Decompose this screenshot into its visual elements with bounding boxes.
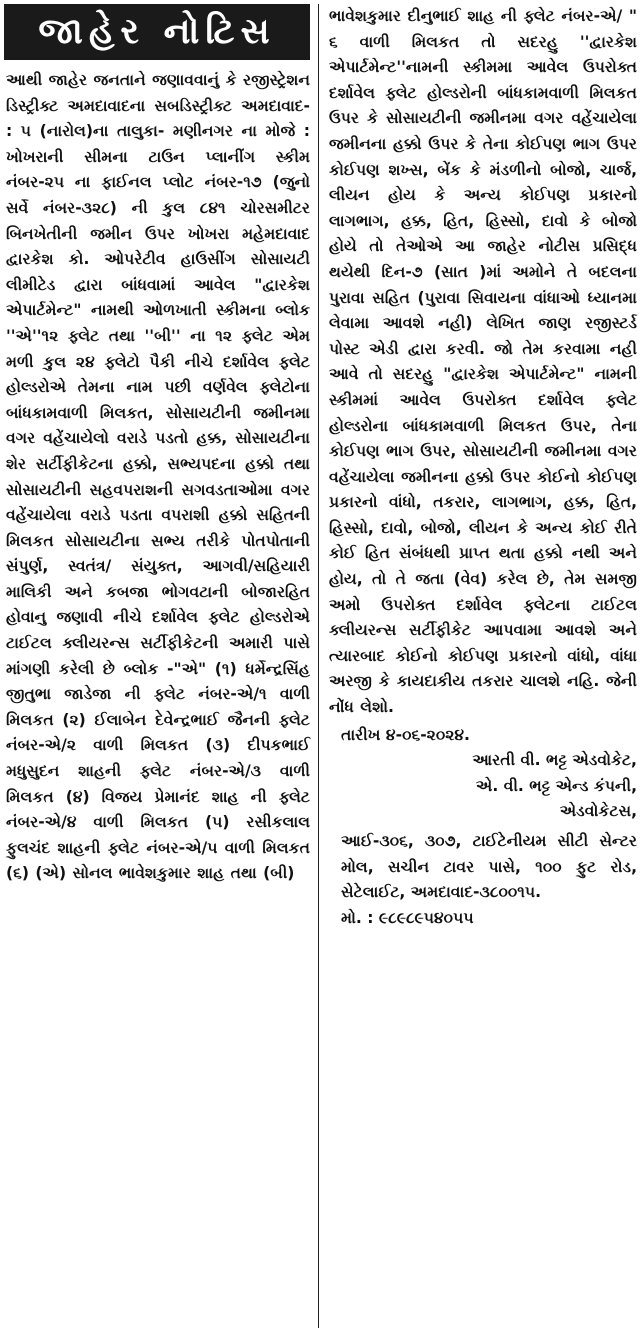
left-column [4, 4, 310, 1328]
notice-date: તારીખ ૪-૦૬-૨૦૨૪. [341, 725, 470, 744]
signatory-mobile: મો. : ૯૮૯૮૯૫૪૦૫૫ [341, 908, 474, 927]
signatory-role: એડવોકેટસ, [559, 802, 637, 821]
notice-body-left: આથી જાહેર જનતાને જણાવવાનું કે રજીસ્ટ્રેશન ડિસ્ટ્રીક્ટ અમદાવાદના સબડિસ્ટ્રીક્ટ અમદાવાદ- : ૫ (નારોલ)ના તાલુકા- મણીનગર ના મોજે : ખોખરાની સીમના ટાઉન પ્લાનીંગ સ્કીમ નંબર-૨૫ ના ફાઈનલ પ્લોટ નંબર-૧૭ (જુનો સર્વે નંબર-૩૨૮) ની કુલ ૮૪૧ ચોરસમીટર બિનખેતીની જમીન ઉપર ખોખરા મહેમદાવાદ દ્વારકેશ કો. ઓપરેટીવ હાઉસીંગ સોસાયટી લીમીટેડ દ્વારા બાંધવામાં આવેલ "દ્વારકેશ એપાર્ટમેન્ટ" નામથી ઓળખાતી સ્કીમના બ્લોક ''એ''૧૨ ફ્લેટ તથા ''બી'' ના ૧૨ ફ્લેટ એમ મળી કુલ ૨૪ ફ્લેટો પૈકી નીચે દર્શાવેલ ફ્લેટ હોલ્ડરોએ તેમના નામ પછી વર્ણવેલ ફ્લેટોના બાંધકામવાળી મિલકત, સોસાયટીની જમીનમા વગર વહેંચાયેલો વરાડે પડતો હક્ક, સોસાયટીના શેર સર્ટીફીકેટના હક્કો, સભ્યપદના હક્કો તથા સોસાયટીની સહવપરાશની સગવડતાઓમા વગર વહેંચાયેલા વરાડે પડતા વપરાશી હક્કો સહિતની મિલકત સોસાયટીના સભ્ય તરીકે પોતપોતાની સંપુર્ણ, સ્વતંત્ર/ સંયુક્ત, આગવી/સહિયારી માલિકી અને કબજા ભોગવટાની બોજારહિત હોવાનુ જણાવી નીચે દર્શાવેલ ફ્લેટ હોલ્ડરોએ ટાઈટલ ક્લીયરન્સ સર્ટીફીકેટની અમારી પાસે માંગણી કરેલી છે બ્લોક -"એ" (૧) ધર્મેન્દ્રસિંહ જીતુભા જાડેજા ની ફ્લેટ નંબર-એ/૧ વાળી મિલકત (૨) ઈલાબેન દેવેન્દ્રભાઈ જૈનની ફ્લેટ નંબર-એ/૨ વાળી મિલકત (૩) દીપકભાઈ મધુસુદન શાહની ફ્લેટ નંબર-એ/૩ વાળી મિલકત (૪) વિજય પ્રેમાનંદ શાહ ની ફ્લેટ નંબર-એ/૪ વાળી મિલકત (૫) રસીકલાલ ફુલચંદ શાહની ફ્લેટ નંબર-એ/૫ વાળી મિલકત (૬) (એ) સોનલ ભાવેશકુમાર શાહ તથા (બી) [6, 71, 311, 883]
notice-title: જાહેર નોટિસ [4, 4, 310, 60]
right-column [318, 4, 637, 1328]
signatory-firm: એ. વી. ભટ્ટ એન્ડ કંપની, [475, 776, 637, 795]
signatory-name: આરતી વી. ભટ્ટ એડવોકેટ, [472, 751, 637, 770]
signatory-address: આઈ-૩૦૬, ૩૦૭, ટાઈટેનીયમ સીટી સેન્ટર મોલ, સચીન ટાવર પાસે, ૧૦૦ ફુટ રોડ, સેટેલાઈટ, અમદાવાદ-૩૮૦૦૧૫. [341, 832, 637, 902]
notice-body-right: ભાવેશકુમાર દીનુભાઈ શાહ ની ફ્લેટ નંબર-એ/ " ૬ વાળી મિલકત તો સદરહુ ''દ્વારકેશ એપાર્ટમેન્ટ''નામની સ્કીમમા આવેલ ઉપરોક્ત દર્શાવેલ ફ્લેટ હોલ્ડરોની બાંધકામવાળી મિલકત ઉપર કે સોસાયટીની જમીનમા વગર વહેંચાયેલા જમીનના હક્કો ઉપર કે તેના કોઈપણ ભાગ ઉપર કોઈપણ શખ્સ, બેંક કે મંડળીનો બોજો, ચાર્જ, લીયન હોય કે અન્ય કોઈપણ પ્રકારનો લાગભાગ, હક્ક, હિત, હિસ્સો, દાવો કે બોજો હોયે તો તેઓએ આ જાહેર નોટીસ પ્રસિદ્ધ થયેથી દિન-૭ (સાત )માં અમોને તે બદલના પુરાવા સહિત (પુરાવા સિવાયના વાંધાઓ ધ્યાનમા લેવામા આવશે નહી) લેખિત જાણ રજીસ્ટર્ડ પોસ્ટ એડી દ્વારા કરવી. જો તેમ કરવામા નહી આવે તો સદરહુ "દ્વારકેશ એપાર્ટમેન્ટ" નામની સ્કીમમાં આવેલ ઉપરોક્ત દર્શાવેલ ફ્લેટ હોલ્ડરોના બાંધકામવાળી મિલકત ઉપર, તેના કોઈપણ ભાગ ઉપર, સોસાયટીની જમીનમા વગર વહેંચાયેલા જમીનના હક્કો ઉપર કોઈનો કોઈપણ પ્રકારનો વાંધો, તકરાર, લાગભાગ, હક્ક, હિત, હિસ્સો, દાવો, બોજો, લીયન કે અન્ય કોઈ રીતે કોઈ હિત સંબંધથી પ્રાપ્ત થતા હક્કો નથી અને હોય, તો તે જતા (વેવ) કરેલ છે, તેમ સમજી અમો ઉપરોક્ત દર્શાવેલ ફ્લેટના ટાઈટલ ક્લીયરન્સ સર્ટીફીકેટ આપવામા આવશે અને ત્યારબાદ કોઈનો કોઈપણ પ્રકારનો વાંધો, વાંધા અરજી કે કાયદાકીય તકરાર ચાલશે નહિ. જેની નોંધ લેશો. [329, 7, 637, 717]
